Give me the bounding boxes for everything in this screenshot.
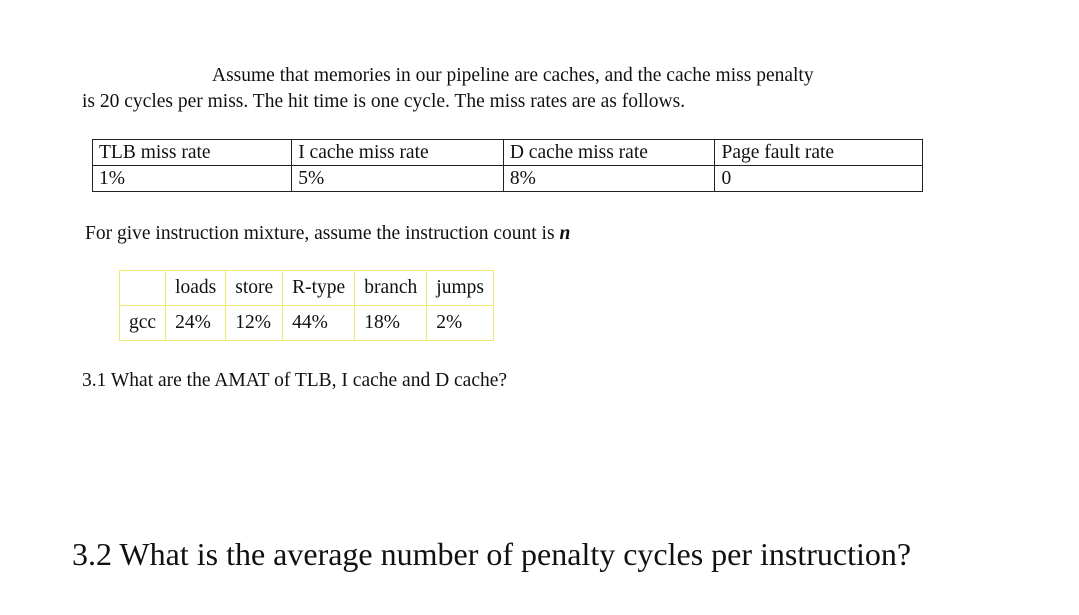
intro-line-2: is 20 cycles per miss. The hit time is one cycle. The miss rates are as follows. [82, 91, 686, 112]
intro-paragraph [82, 63, 932, 115]
mix-header-store: store [226, 271, 283, 306]
instruction-count-variable: n [559, 223, 571, 244]
question-3-1: 3.1 What are the AMAT of TLB, I cache and D cache? [82, 370, 508, 391]
header-page-fault-rate: Page fault rate [715, 140, 923, 166]
mix-row-label: gcc [120, 306, 166, 341]
mix-value-jumps: 2% [427, 306, 494, 341]
mix-value-branch: 18% [355, 306, 427, 341]
value-page-fault-rate: 0 [715, 166, 923, 192]
value-i-cache-miss-rate: 5% [292, 166, 504, 192]
header-tlb-miss-rate: TLB miss rate [93, 140, 292, 166]
mix-header-jumps: jumps [427, 271, 494, 306]
table-row [93, 166, 923, 192]
mix-header-r-type: R-type [283, 271, 355, 306]
header-i-cache-miss-rate: I cache miss rate [292, 140, 504, 166]
mixture-paragraph [85, 222, 570, 246]
mix-value-store: 12% [226, 306, 283, 341]
mix-header-blank [120, 271, 166, 306]
mix-header-branch: branch [355, 271, 427, 306]
instruction-mix-table [119, 270, 494, 341]
table-row [120, 306, 494, 341]
value-d-cache-miss-rate: 8% [503, 166, 715, 192]
intro-line-1: Assume that memories in our pipeline are caches, and the cache miss penalty [212, 65, 814, 86]
mix-header-loads: loads [166, 271, 226, 306]
value-tlb-miss-rate: 1% [93, 166, 292, 192]
mix-value-loads: 24% [166, 306, 226, 341]
table-row [93, 140, 923, 166]
header-d-cache-miss-rate: D cache miss rate [503, 140, 715, 166]
miss-rate-table [92, 139, 923, 192]
table-row [120, 271, 494, 306]
mixture-text: For give instruction mixture, assume the instruction count is [85, 223, 560, 244]
mix-value-r-type: 44% [283, 306, 355, 341]
question-3-2: 3.2 What is the average number of penalty cycles per instruction? [72, 536, 912, 572]
